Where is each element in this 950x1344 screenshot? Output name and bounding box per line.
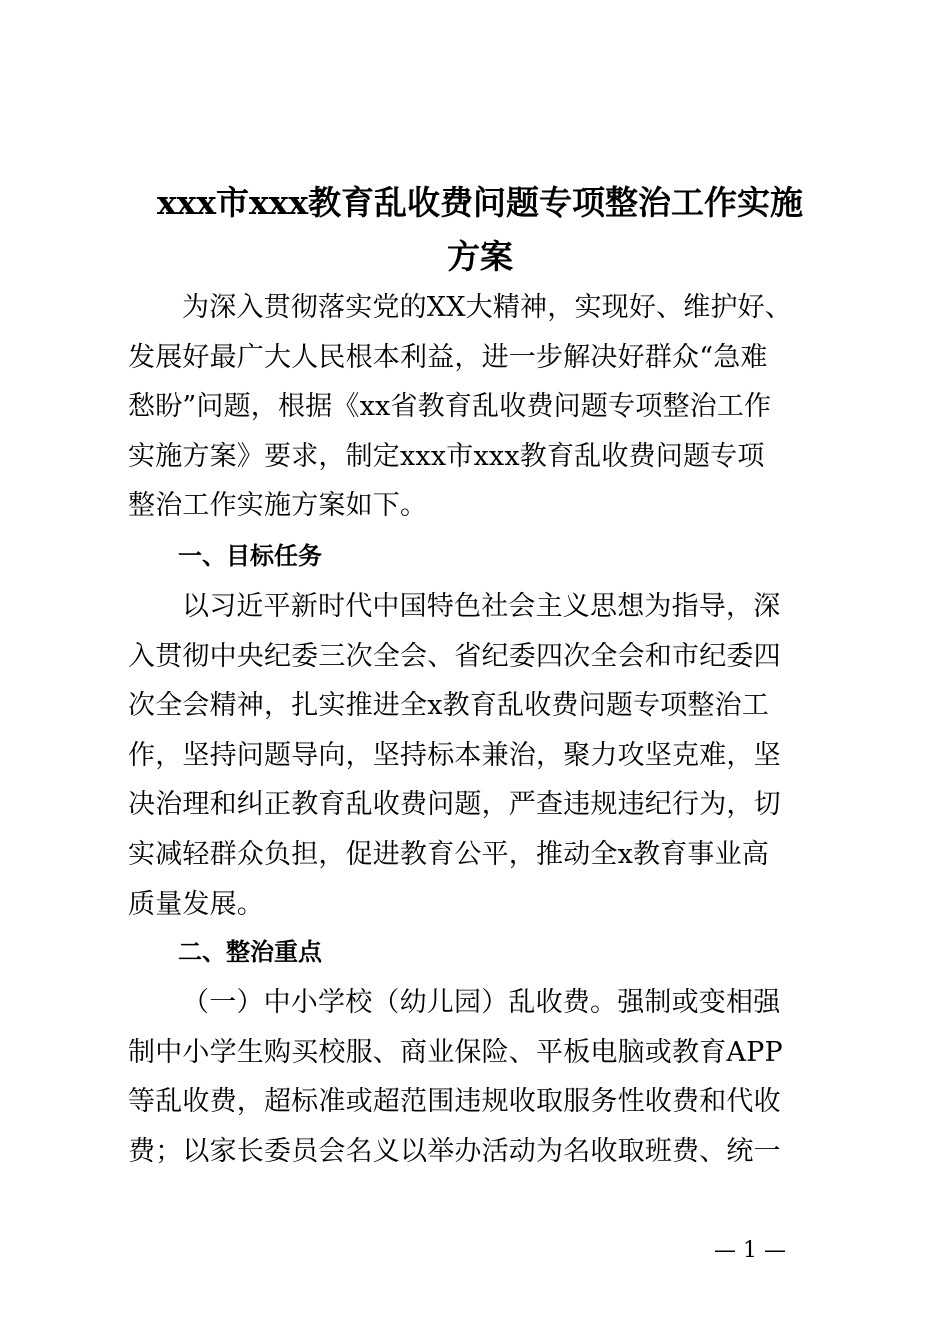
section-heading-goals: 一、目标任务: [178, 542, 322, 570]
title-line-1: xxx市xxx教育乱收费问题专项整治工作实施: [156, 183, 804, 222]
focus-line: （一）中小学校（幼儿园）乱收费。强制或变相强: [182, 987, 781, 1018]
focus-paragraph: [128, 978, 832, 1176]
section-heading-focus: 二、整治重点: [178, 938, 322, 966]
goals-line: 实减轻群众负担，促进教育公平，推动全x教育事业高: [128, 838, 770, 870]
title-line-2: 方案: [447, 237, 513, 276]
goals-line: 作，坚持问题导向，坚持标本兼治，聚力攻坚克难，坚: [128, 739, 781, 771]
intro-line: 整治工作实施方案如下。: [128, 490, 428, 522]
intro-line: 为深入贯彻落实党的XX大精神，实现好、维护好、: [182, 292, 793, 323]
goals-line: 质量发展。: [128, 888, 264, 920]
focus-line: 制中小学生购买校服、商业保险、平板电脑或教育APP: [128, 1036, 783, 1068]
intro-line: 愁盼”问题，根据《xx省教育乱收费问题专项整治工作: [128, 391, 772, 423]
goals-line: 决治理和纠正教育乱收费问题，严查违规违纪行为，切: [128, 789, 781, 821]
document-title: [120, 176, 840, 284]
goals-line: 以习近平新时代中国特色社会主义思想为指导，深: [182, 591, 781, 622]
focus-line: 费；以家长委员会名义以举办活动为名收取班费、统一: [128, 1135, 781, 1167]
goals-line: 次全会精神，扎实推进全x教育乱收费问题专项整治工: [128, 690, 770, 722]
intro-line: 发展好最广大人民根本利益，进一步解决好群众“急难: [128, 341, 768, 373]
goals-line: 入贯彻中央纪委三次全会、省纪委四次全会和市纪委四: [128, 640, 781, 672]
intro-line: 实施方案》要求，制定xxx市xxx教育乱收费问题专项: [128, 440, 765, 472]
page-number: — 1 —: [714, 1238, 786, 1263]
focus-line: 等乱收费，超标准或超范围违规收取服务性收费和代收: [128, 1086, 781, 1118]
intro-paragraph: [128, 283, 832, 531]
goals-paragraph: [128, 582, 832, 929]
